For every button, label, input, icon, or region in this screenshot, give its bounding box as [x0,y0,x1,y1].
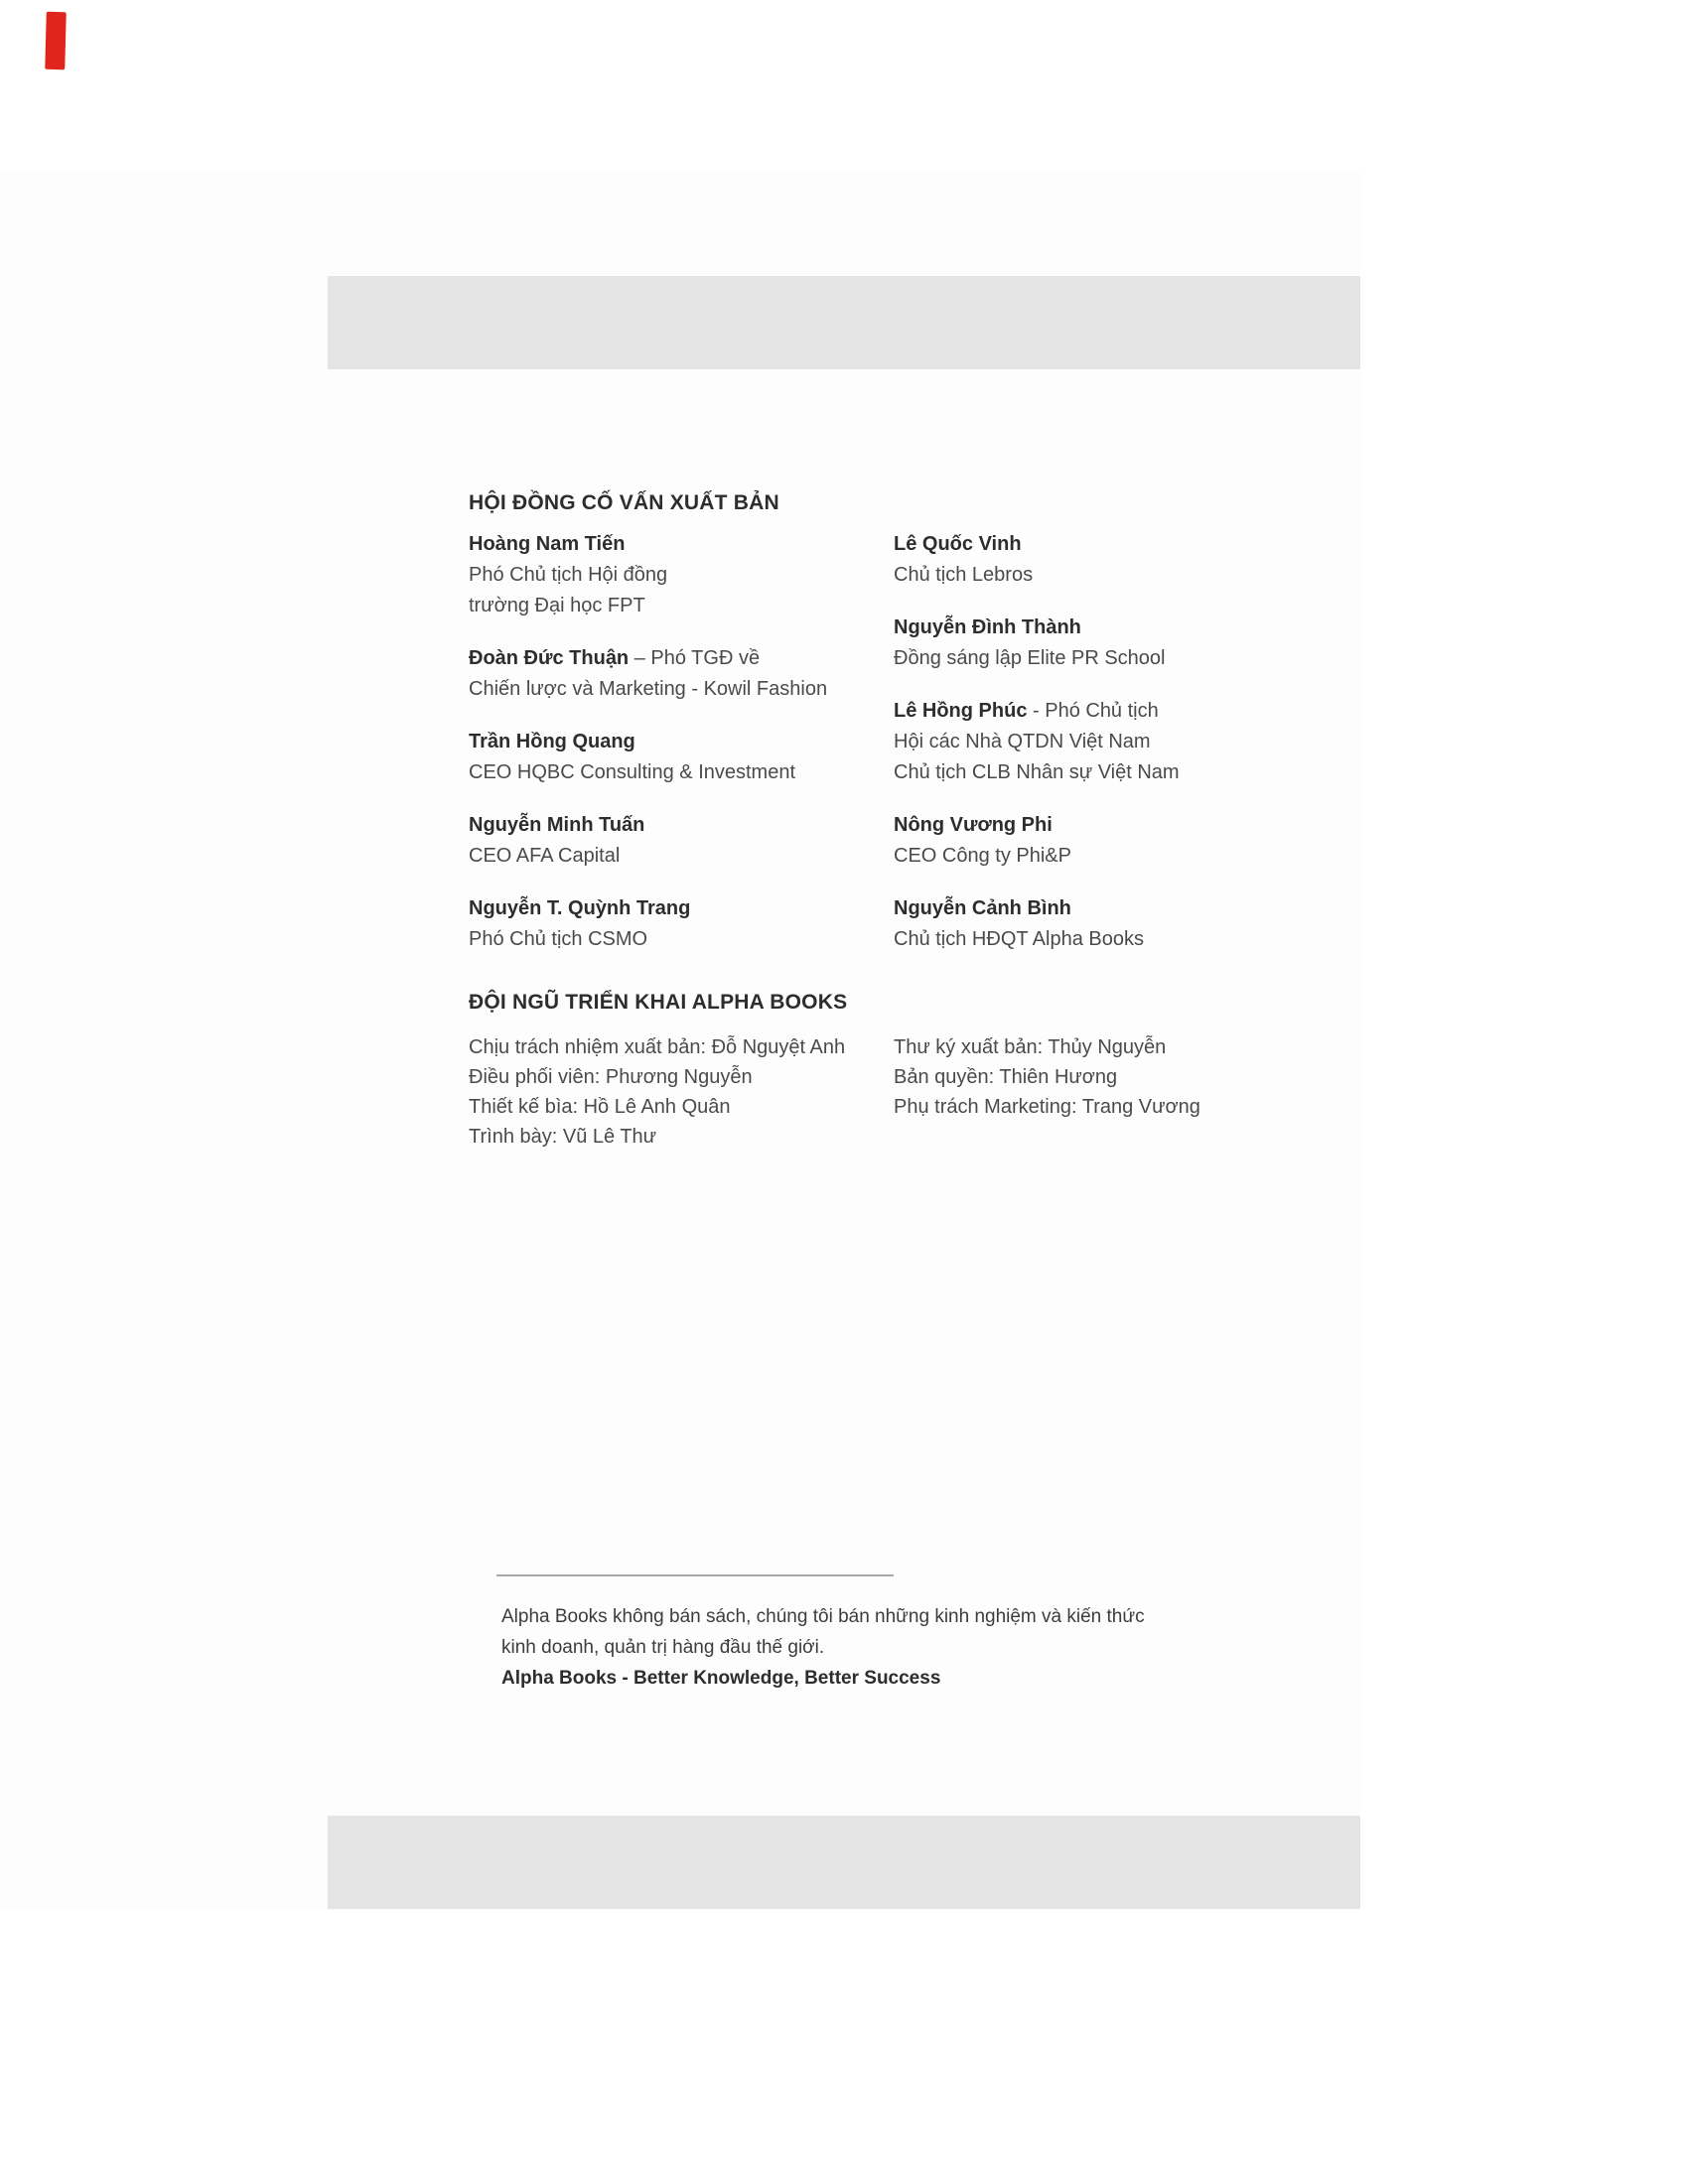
team-credit-line: Điều phối viên: Phương Nguyễn [469,1066,753,1088]
advisory-board-heading: HỘI ĐỒNG CỐ VẤN XUẤT BẢN [469,491,779,514]
footer-quote-line: Alpha Books không bán sách, chúng tôi bán những kinh nghiệm và kiến thức [501,1606,1145,1627]
advisor-entry [894,696,1321,788]
advisor-title: Phó Chủ tịch CSMO [469,928,648,950]
advisor-name: Nguyễn Đình Thành [894,616,1081,638]
advisor-title: Hội các Nhà QTDN Việt Nam [894,731,1151,752]
advisor-name: Nguyễn Minh Tuấn [469,814,645,836]
team-left-column [469,1032,845,1152]
footer-tagline: Alpha Books - Better Knowledge, Better Success [501,1668,941,1689]
footer-quote-line: kinh doanh, quản trị hàng đầu thế giới. [501,1637,825,1658]
advisor-entry [469,810,896,872]
advisor-name: Đoàn Đức Thuận [469,647,630,669]
advisor-name: Nông Vương Phi [894,814,1053,836]
footer-quote [501,1601,1145,1663]
advisor-title: Đồng sáng lập Elite PR School [894,647,1166,669]
advisor-name-line [894,529,1321,560]
bottom-gray-bar [328,1816,1360,1909]
advisor-name-line [894,613,1321,643]
advisor-title: trường Đại học FPT [469,595,645,616]
red-edge-mark [45,12,67,70]
advisory-right-column [894,529,1321,977]
advisor-name: Hoàng Nam Tiến [469,533,626,555]
advisor-title: Chủ tịch Lebros [894,564,1034,586]
advisor-title: Chủ tịch HĐQT Alpha Books [894,928,1144,950]
advisor-entry [469,643,896,705]
advisory-left-column [469,529,896,977]
advisor-name-suffix: – Phó TGĐ về [629,647,761,669]
advisor-entry [894,529,1321,591]
advisor-title: CEO AFA Capital [469,845,621,867]
team-credit-line: Thư ký xuất bản: Thủy Nguyễn [894,1036,1167,1058]
team-right-column [894,1032,1200,1122]
advisor-name: Nguyễn T. Quỳnh Trang [469,897,691,919]
advisor-title: Chiến lược và Marketing - Kowil Fashion [469,678,828,700]
team-credit-line: Thiết kế bìa: Hồ Lê Anh Quân [469,1096,731,1118]
advisor-entry [894,810,1321,872]
team-credit-line: Trình bày: Vũ Lê Thư [469,1126,657,1148]
top-gray-bar [328,276,1360,369]
advisor-name-line [469,893,896,924]
advisor-title: Phó Chủ tịch Hội đồng [469,564,668,586]
advisor-name-line [894,696,1321,727]
advisor-name-line [894,893,1321,924]
advisor-title: Chủ tịch CLB Nhân sự Việt Nam [894,761,1180,783]
footer-separator-line [496,1574,894,1576]
advisor-name-line [469,529,896,560]
advisor-entry [469,727,896,788]
team-credit-line: Phụ trách Marketing: Trang Vương [894,1096,1200,1118]
advisor-name: Lê Hồng Phúc [894,700,1028,722]
advisor-entry [894,613,1321,674]
advisor-name-line [469,727,896,757]
advisor-name-suffix: - Phó Chủ tịch [1027,700,1159,722]
advisor-name-line [469,643,896,674]
team-credit-line: Bản quyền: Thiên Hương [894,1066,1118,1088]
advisor-entry [469,529,896,621]
advisor-entry [469,893,896,955]
advisor-name-line [469,810,896,841]
advisor-title: CEO Công ty Phi&P [894,845,1071,867]
advisor-entry [894,893,1321,955]
advisor-name: Trần Hồng Quang [469,731,635,752]
team-credit-line: Chịu trách nhiệm xuất bản: Đỗ Nguyệt Anh [469,1036,846,1058]
advisor-name: Nguyễn Cảnh Bình [894,897,1071,919]
team-heading: ĐỘI NGŨ TRIỂN KHAI ALPHA BOOKS [469,991,848,1014]
advisor-name-line [894,810,1321,841]
advisor-name: Lê Quốc Vinh [894,533,1022,555]
advisor-title: CEO HQBC Consulting & Investment [469,761,796,783]
